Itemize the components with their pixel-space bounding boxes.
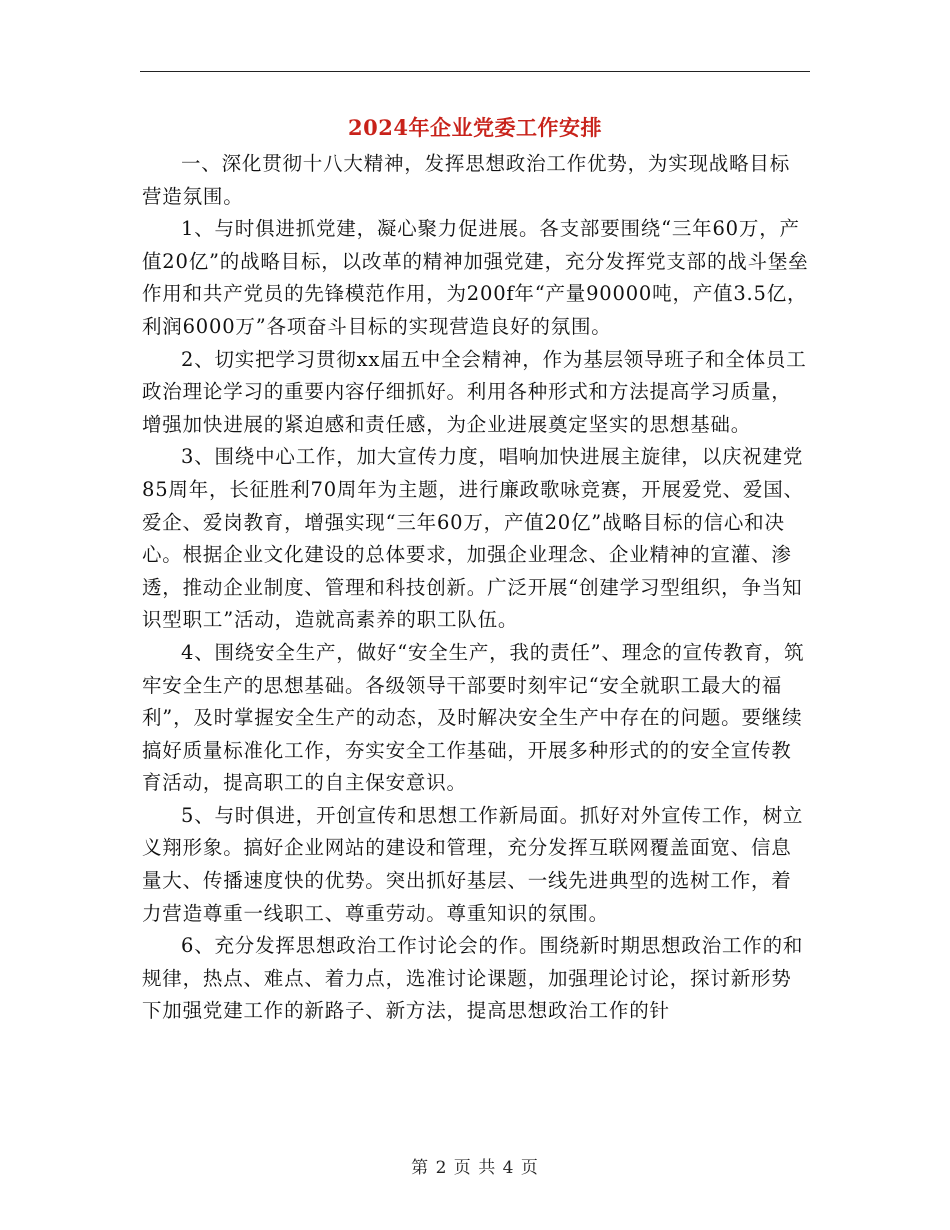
paragraph-item-3: 3、围绕中心工作，加大宣传力度，唱响加快进展主旋律，以庆祝建党85周年，长征胜利70周年为主题，进行廉政歌咏竞赛，开展爱党、爱国、爱企、爱岗教育，增强实现“三年60万，产值20亿”战略目标的信心和决心。根据企业文化建设的总体要求，加强企业理念、企业精神的宣灌、渗透，推动企业制度、管理和科技创新。广泛开展“创建学习型组织，争当知识型职工”活动，造就高素养的职工队伍。 xyxy=(142,445,804,632)
page-number-footer: 第 2 页 共 4 页 xyxy=(411,1158,539,1178)
paragraph-item-5: 5、与时俱进，开创宣传和思想工作新局面。抓好对外宣传工作，树立义翔形象。搞好企业网站的建设和管理，充分发挥互联网覆盖面宽、信息量大、传播速度快的优势。突出抓好基层、一线先进典型的选树工作，着力营造尊重一线职工、尊重劳动。尊重知识的氛围。 xyxy=(142,803,804,925)
paragraph-item-1: 1、与时俱进抓党建，凝心聚力促进展。各支部要围绕“三年60万，产值20亿”的战略目标，以改革的精神加强党建，充分发挥党支部的战斗堡垒作用和共产党员的先锋模范作用，为200f年“产量90000吨，产值3.5亿，利润6000万”各项奋斗目标的实现营造良好的氛围。 xyxy=(142,217,809,338)
paragraph-item-4: 4、围绕安全生产，做好“安全生产，我的责任”、理念的宣传教育，筑牢安全生产的思想基础。各级领导干部要时刻牢记“安全就职工最大的福利”，及时掌握安全生产的动态，及时解决安全生产中存在的问题。要继续搞好质量标准化工作，夯实安全工作基础，开展多种形式的的安全宣传教育活动，提高职工的自主保安意识。 xyxy=(142,640,805,795)
paragraph-item-2: 2、切实把学习贯彻xx届五中全会精神，作为基层领导班子和全体员工政治理论学习的重要内容仔细抓好。利用各种形式和方法提高学习质量，增强加快进展的紧迫感和责任感，为企业进展奠定坚实的思想基础。 xyxy=(142,347,807,436)
paragraph-section-1: 一、深化贯彻十八大精神，发挥思想政治工作优势，为实现战略目标营造氛围。 xyxy=(142,152,791,208)
header-rule xyxy=(140,71,810,72)
document-body xyxy=(142,148,810,1028)
paragraph-item-6: 6、充分发挥思想政治工作讨论会的作。围绕新时期思想政治工作的和规律，热点、难点、着力点，选准讨论课题，加强理论讨论，探讨新形势下加强党建工作的新路子、新方法，提高思想政治工作的针 xyxy=(142,934,804,1023)
document-title: 2024年企业党委工作安排 xyxy=(348,115,602,140)
